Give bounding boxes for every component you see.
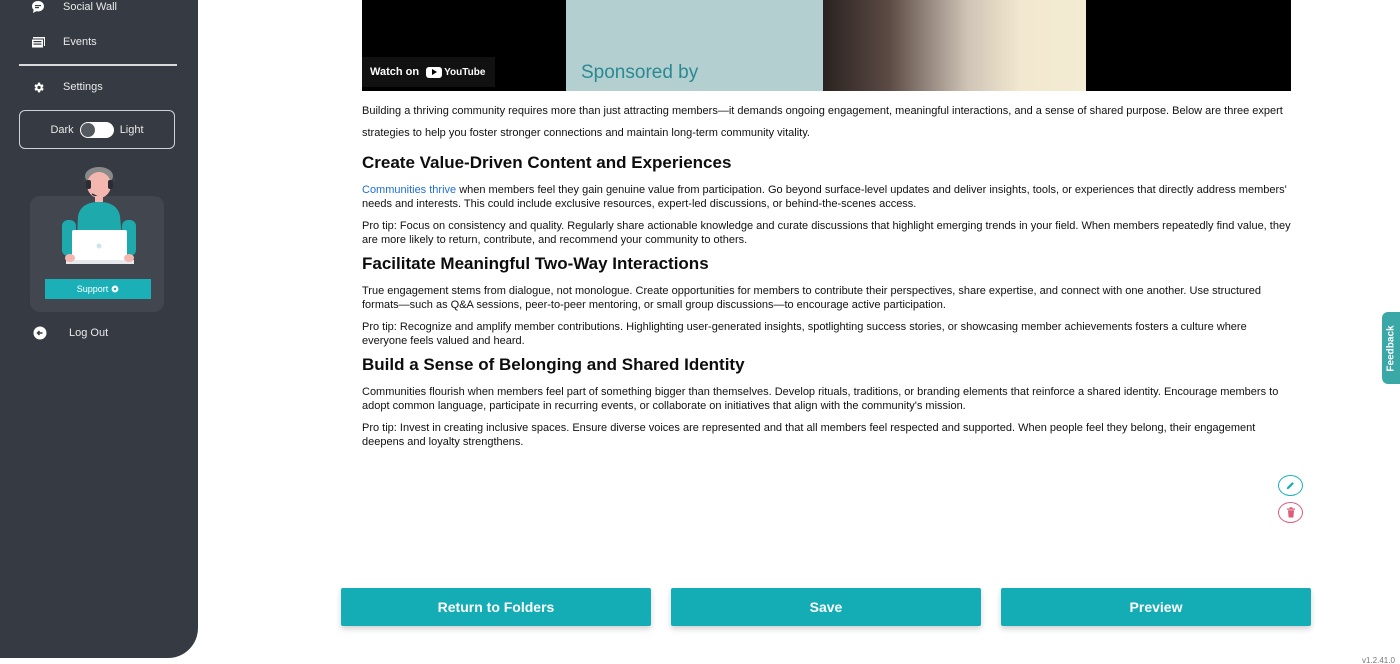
sidebar-item-label: Settings <box>63 81 103 93</box>
watch-on-label: Watch on <box>370 66 420 78</box>
article-intro: Building a thriving community requires more than just attracting members—it demands ongoing engagement, meaningful interactions, and a sense of shared purpose. Below are three expert strategies to help you foster stronger connections and maintain long-term community vitality. <box>362 105 1283 139</box>
trash-icon <box>1286 507 1296 518</box>
theme-light-label: Light <box>119 123 144 136</box>
sidebar <box>0 0 198 658</box>
section-paragraph-text: when members feel they gain genuine value from participation. Go beyond surface-level updates and deliver insights, tools, or experiences that directly address members' needs and interests. This could include exclusive resources, expert-led discussions, or behind-the-scenes access. <box>362 184 1287 210</box>
sidebar-item-label: Log Out <box>69 327 109 339</box>
sidebar-item-logout[interactable] <box>32 326 108 340</box>
sponsored-text: Sponsored by <box>581 62 699 83</box>
return-to-folders-button[interactable]: Return to Folders <box>341 588 651 626</box>
section-paragraph: Communities flourish when members feel part of something bigger than themselves. Develop rituals, traditions, or branding elements that reinforce a shared identity. Encourage members to adopt common language, participate in recurring events, or collaborate on initiatives that align with the community's mission. <box>362 386 1279 412</box>
theme-switch[interactable] <box>80 122 114 138</box>
support-button[interactable] <box>45 279 151 299</box>
section-paragraph <box>362 183 1292 211</box>
section-heading: Build a Sense of Belonging and Shared Identity <box>362 355 745 374</box>
theme-toggle[interactable] <box>19 110 175 149</box>
sidebar-item-settings[interactable] <box>30 80 103 94</box>
section-pro-tip: Pro tip: Focus on consistency and quality. Regularly share actionable knowledge and curate discussions that highlight emerging trends in your field. When members repeatedly find value, they are more likely to return, contribute, and recommend your community to others. <box>362 220 1291 246</box>
youtube-logo-text: YouTube <box>444 66 486 78</box>
communities-thrive-link[interactable]: Communities thrive <box>362 184 457 196</box>
events-icon <box>30 35 46 49</box>
theme-dark-label: Dark <box>50 123 74 136</box>
feedback-label: Feedback <box>1385 324 1397 372</box>
delete-button[interactable] <box>1278 502 1303 523</box>
chat-icon <box>111 285 119 293</box>
support-label: Support <box>76 284 109 294</box>
edit-button[interactable] <box>1278 475 1303 496</box>
support-agent-illustration <box>56 160 146 272</box>
pencil-icon <box>1285 480 1296 491</box>
section-heading: Facilitate Meaningful Two-Way Interactions <box>362 254 709 273</box>
section-paragraph: True engagement stems from dialogue, not monologue. Create opportunities for members to contribute their perspectives, share expertise, and connect with one another. Use structured formats—such as Q&A sessions, peer-to-peer mentoring, or small group discussions—to encourage active participation. <box>362 285 1262 311</box>
section-heading: Create Value-Driven Content and Experiences <box>362 153 732 172</box>
sidebar-item-social-wall[interactable] <box>30 0 117 14</box>
sidebar-item-label: Events <box>63 36 97 48</box>
sidebar-item-label: Social Wall <box>63 1 117 13</box>
youtube-logo-icon <box>426 67 485 78</box>
version-label: v1.2.41.0 <box>1362 656 1395 664</box>
article-body <box>362 100 1292 449</box>
embedded-video[interactable] <box>362 0 1291 91</box>
sidebar-divider <box>19 64 177 66</box>
preview-button[interactable]: Preview <box>1001 588 1311 626</box>
section-pro-tip: Pro tip: Recognize and amplify member contributions. Highlighting user-generated insights, spotlighting success stories, or showcasing member achievements fosters a culture where everyone feels valued and heard. <box>362 321 1247 347</box>
video-thumbnail-photo <box>823 0 1086 91</box>
sidebar-item-events[interactable] <box>30 35 97 49</box>
save-button[interactable]: Save <box>671 588 981 626</box>
feedback-tab[interactable] <box>1382 312 1400 384</box>
section-pro-tip: Pro tip: Invest in creating inclusive spaces. Ensure diverse voices are represented and that all members feel respected and supported. When people feel they belong, their engagement deepens and loyalty strengthens. <box>362 422 1256 448</box>
video-thumbnail-black <box>1086 0 1291 91</box>
gear-icon <box>30 80 46 94</box>
chat-bubble-icon <box>30 0 46 14</box>
watch-on-youtube-button[interactable] <box>362 57 495 87</box>
logout-icon <box>32 326 48 340</box>
